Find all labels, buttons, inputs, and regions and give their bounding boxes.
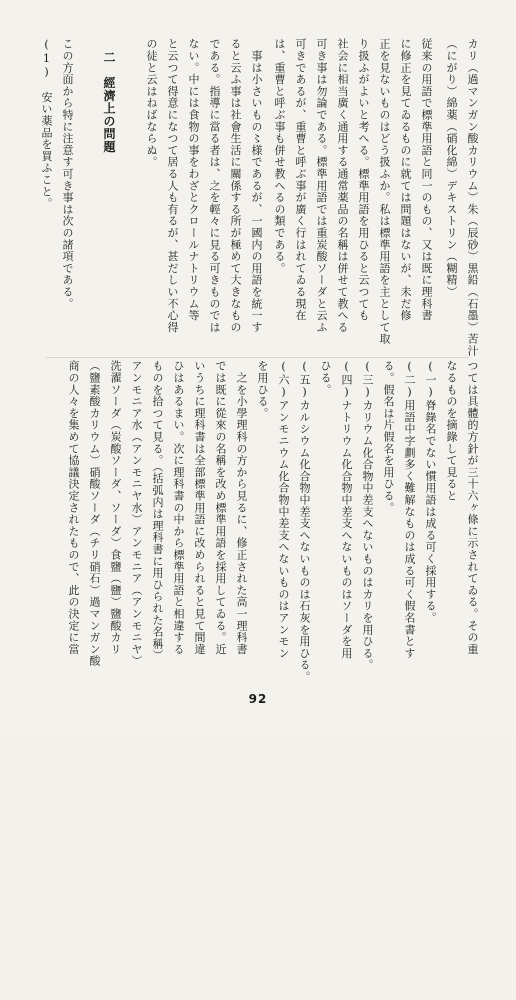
section-heading: 二 經濟上の問題 — [102, 38, 116, 154]
text-line: (1) 安い薬品を買ふこと。 — [40, 38, 53, 210]
text-line: ると云ふ事は社會生活に關係する所が極めて大きなもの — [229, 38, 242, 333]
text-line: (三)カリウム化合物中差支へないものはカリを用ひる。 — [361, 360, 374, 671]
text-line: り扱ふがよいと考へる。標準用語を用ひると云つても — [357, 38, 370, 322]
text-line: いうちに理科書は全部標準用語に改められると見て間違 — [193, 360, 206, 655]
text-line: なるものを摘錄して見ると — [445, 360, 458, 502]
text-line: この方面から特に注意す可き事は次の諸項である。 — [61, 38, 74, 310]
text-line: ない。中には食物の事をわざとクロールナトリウム等 — [187, 38, 200, 322]
text-line: を用ひる。 — [256, 360, 269, 419]
text-line: 正を見ないものはどう扱ふか。私は標準用語を主として取 — [378, 38, 391, 345]
text-line: (六)アンモニウム化合物中差支へないものはアンモン — [277, 360, 290, 659]
text-line: 事は小さいもの〻様であるが、一國内の用語を統一す — [250, 38, 263, 333]
text-line: の徒と云はねばならぬ。 — [145, 38, 158, 168]
text-line: （鹽素酸カリウム）硝酸ソーダ（チリ硝石）過マンガン酸 — [88, 360, 101, 667]
text-line: (二)用語中字劃多く難解なものは成る可く假名書とす — [403, 360, 416, 659]
text-line: 可き事は勿論である。標準用語では重炭酸ソーダと云ふ — [315, 38, 328, 333]
text-line: る。假名は片假名を用ひる。 — [382, 360, 395, 514]
text-line: 従来の用語で標準用語と同一のもの、又は既に理科書 — [420, 38, 433, 322]
text-line: ものを拾つて見る。（括弧内は理科書に用ひられた名稱） — [151, 360, 164, 662]
text-line: 洗濯ソーダ（炭酸ソーダ、ソーダ）食鹽（鹽）鹽酸カリ — [109, 360, 122, 655]
text-line: 社会に相当廣く通用する通常薬品の名稱は併せて教へる — [336, 38, 349, 333]
text-line: では既に從來の名稱を改め標準用語を採用してゐる。近 — [214, 360, 227, 655]
text-line: (五)カルシウム化合物中差支へないものは石灰を用ひる。 — [298, 360, 311, 683]
text-line: （にがり）綿薬（硝化綿）デキストリン（糊精） — [445, 38, 458, 298]
text-line: 商の人々を集めて協議決定されたもので、此の決定に當 — [67, 360, 80, 655]
text-line: である。指導に當る者は、之を輕々に見る可きものでは — [208, 38, 221, 333]
text-line: つては具體的方針が三十六ヶ條に示されてゐる。その重 — [466, 360, 479, 655]
text-line: カリ（過マンガン酸カリウム）朱（辰砂）黒鉛（石墨）苦汁 — [466, 38, 479, 357]
text-line: は、重曹と呼ぶ事も併せ教へるの類である。 — [273, 38, 286, 274]
text-line: ひる。 — [319, 360, 332, 396]
text-line: 可きであるが、重曹と呼ぶ事が廣く行はれてゐる現在 — [294, 38, 307, 322]
text-line: と云つて得意になつて居る人も有るが、甚だしい不心得 — [166, 38, 179, 333]
text-line: に修正を見てゐるものに就ては問題はないが、未だ修 — [399, 38, 412, 322]
page-number: 92 — [248, 692, 268, 706]
text-line: (一)脊錄名でない慣用語は成る可く採用する。 — [424, 360, 437, 624]
text-line: アンモニア水（アンモニヤ水）アンモニア（アンモニヤ） — [130, 360, 143, 667]
text-line: 之を小學理科の方から見るに、修正された高一理科書 — [235, 360, 248, 655]
text-line: ひはあるまい。次に理科書の中から標準用語と相違する — [172, 360, 185, 655]
text-line: (四)ナトリウム化合物中差支へないものはソーダを用 — [340, 360, 353, 659]
